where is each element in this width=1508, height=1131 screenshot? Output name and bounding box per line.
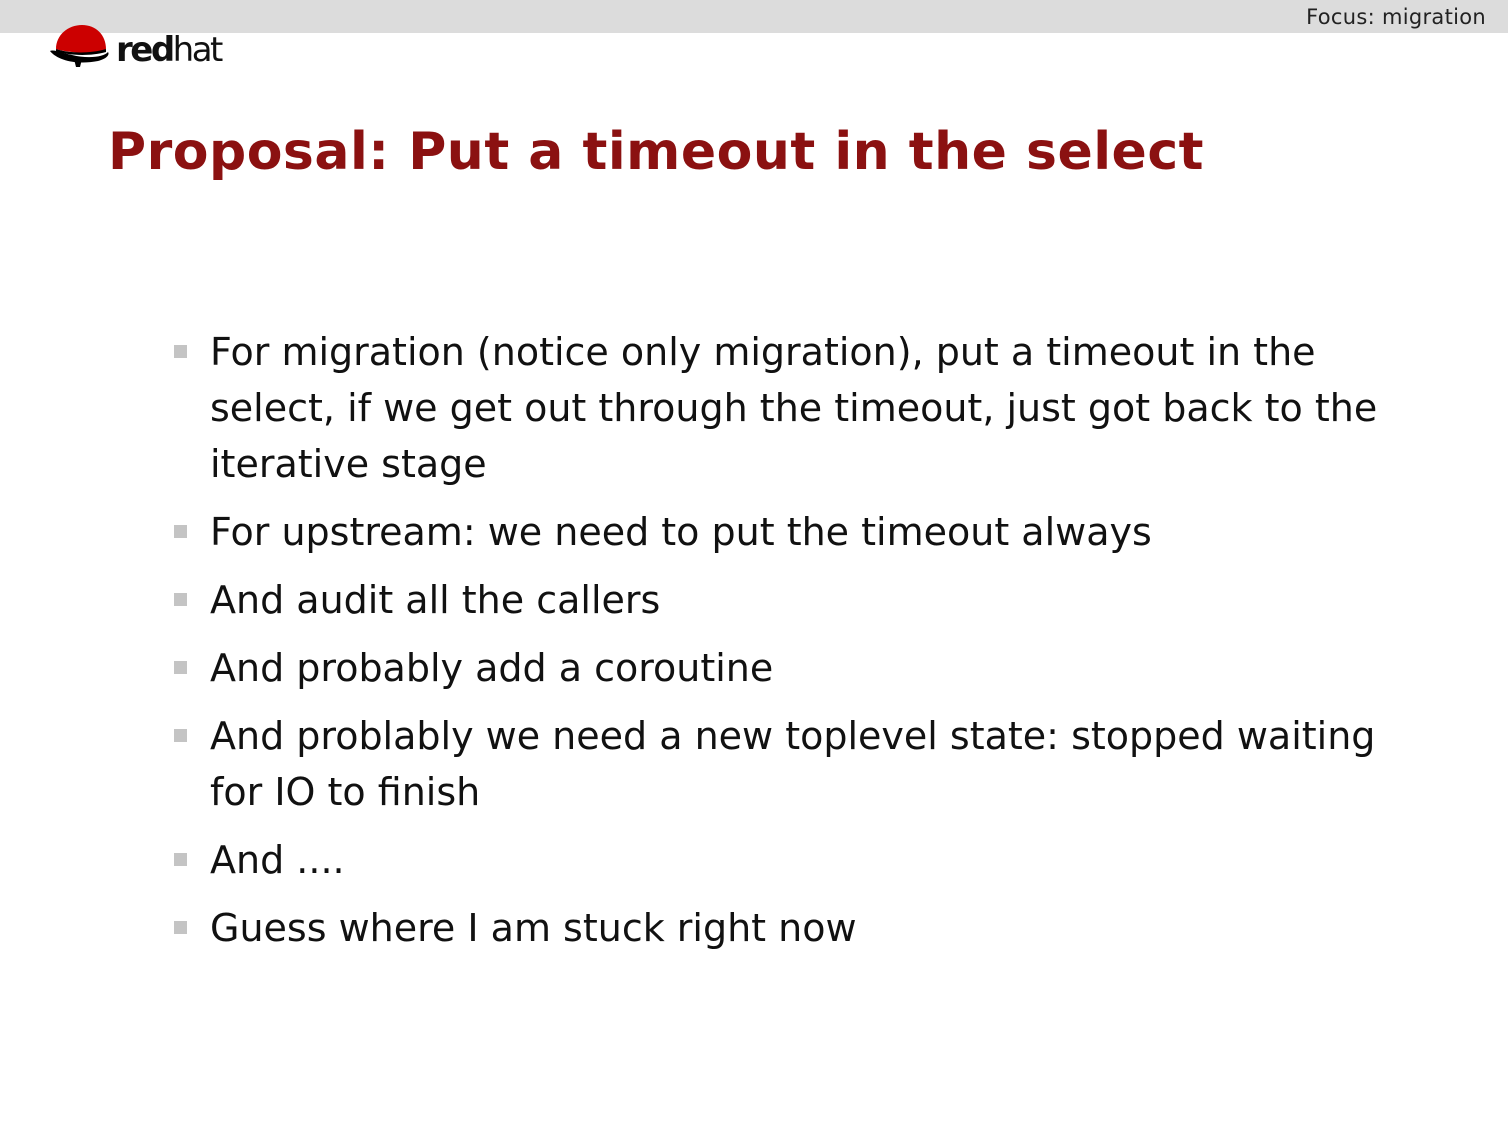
header-bar xyxy=(0,0,1508,33)
redhat-hat-icon xyxy=(48,21,112,71)
redhat-logo xyxy=(48,18,221,74)
bullet-text: And problably we need a new toplevel state: stopped waiting for IO to finish xyxy=(210,714,1376,814)
bullet-text: And .... xyxy=(210,838,345,882)
bullet-marker-icon xyxy=(174,729,187,742)
bullet-item xyxy=(170,900,1410,956)
bullet-item xyxy=(170,324,1410,492)
bullet-text: And audit all the callers xyxy=(210,578,661,622)
bullet-marker-icon xyxy=(174,661,187,674)
bullet-marker-icon xyxy=(174,525,187,538)
bullet-marker-icon xyxy=(174,853,187,866)
bullet-text: Guess where I am stuck right now xyxy=(210,906,857,950)
bullet-item xyxy=(170,572,1410,628)
bullet-marker-icon xyxy=(174,921,187,934)
bullet-text: For upstream: we need to put the timeout always xyxy=(210,510,1152,554)
bullet-item xyxy=(170,504,1410,560)
redhat-wordmark: redhat xyxy=(116,30,221,70)
section-label: Focus: migration xyxy=(1306,5,1486,29)
slide-title: Proposal: Put a timeout in the select xyxy=(108,122,1205,182)
bullet-marker-icon xyxy=(174,345,187,358)
bullet-list xyxy=(170,324,1410,968)
bullet-marker-icon xyxy=(174,593,187,606)
bullet-item xyxy=(170,832,1410,888)
bullet-text: And probably add a coroutine xyxy=(210,646,774,690)
bullet-item xyxy=(170,708,1410,820)
bullet-item xyxy=(170,640,1410,696)
bullet-text: For migration (notice only migration), put a timeout in the select, if we get out through the timeout, just got back to the iterative stage xyxy=(210,330,1378,486)
